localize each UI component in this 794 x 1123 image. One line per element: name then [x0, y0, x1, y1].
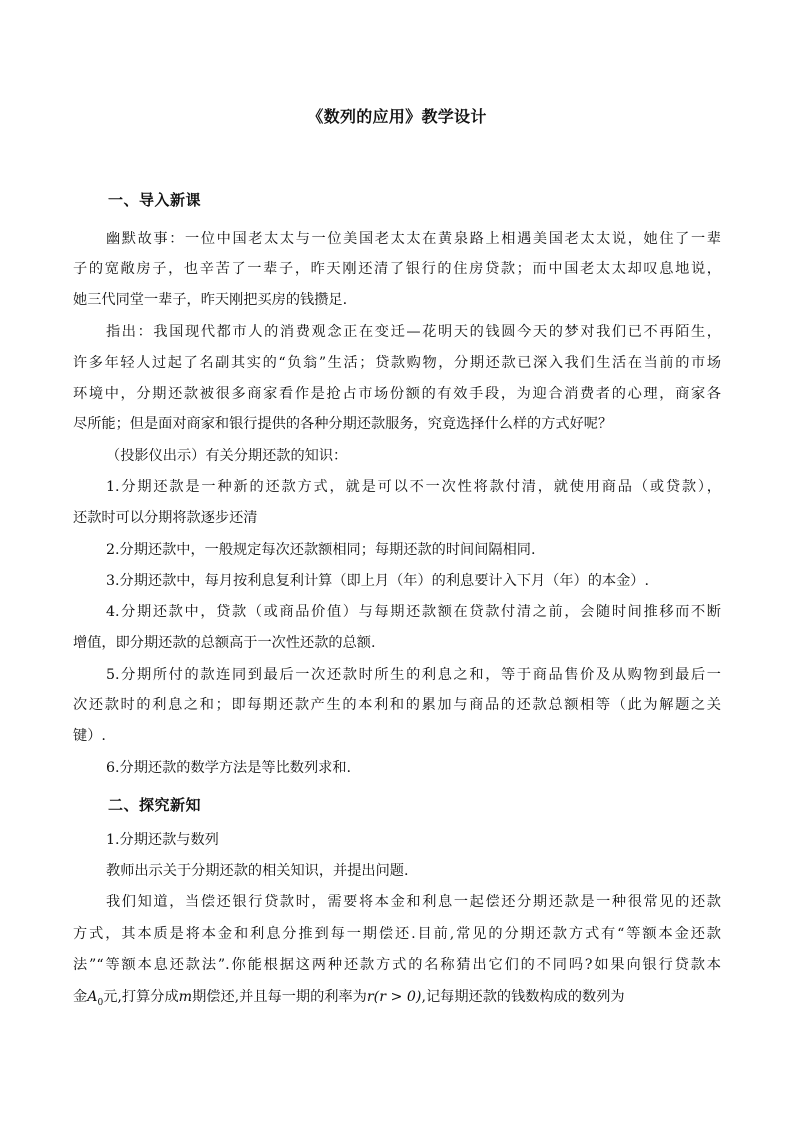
item6-line: 6.分期还款的数学方法是等比数列求和. [106, 760, 352, 776]
para-line-2: 方式，其本质是将本金和利息分推到每一期偿还.目前,常见的分期还款方式有“等额本金还款 [73, 926, 721, 942]
text-b: 期偿还,并且每一期的利率为 [192, 989, 367, 1005]
story-line-3: 她三代同堂一辈子，昨天刚把买房的钱攒足. [73, 292, 348, 308]
item4-line-1: 4.分期还款中，贷款（或商品价值）与每期还款额在贷款付清之前，会随时间推移而不断 [106, 604, 721, 620]
teacher-line: 教师出示关于分期还款的相关知识，并提出问题. [106, 863, 409, 879]
item5-line-3: 键）. [73, 728, 106, 744]
var-m: m [178, 989, 193, 1005]
para-line-3: 法”“等额本息还款法”.你能根据这两种还款方式的名称猜出它们的不同吗?如果向银行贷款本 [73, 957, 721, 973]
var-a: A [87, 989, 98, 1005]
point-line-1: 指出：我国现代都市人的消费观念正在变迁—花明天的钱圆今天的梦对我们已不再陌生， [106, 324, 721, 340]
item1-line-1: 1.分期还款是一种新的还款方式，就是可以不一次性将款付清，就使用商品（或贷款）， [106, 479, 721, 495]
item5-line-2: 次还款时的利息之和；即每期还款产生的本利和的累加与商品的还款总额相等（此为解题之关 [73, 697, 721, 713]
item5-line-1: 5.分期所付的款连同到最后一次还款时所生的利息之和，等于商品售价及从购物到最后一 [106, 667, 721, 683]
var-r: r [366, 989, 374, 1005]
story-line-1: 幽默故事：一位中国老太太与一位美国老太太在黄泉路上相遇美国老太太说，她住了一辈 [106, 231, 721, 247]
section-heading-intro: 一、导入新课 [108, 191, 202, 209]
item3-line: 3.分期还款中，每月按利息复利计算（即上月（年）的利息要计入下月（年）的本金）. [106, 573, 649, 589]
point-line-4: 尽所能；但是面对商家和银行提供的各种分期还款服务，究竟选择什么样的方式好呢？ [73, 416, 613, 432]
subsection-title: 1.分期还款与数列 [106, 832, 219, 848]
document-title: 《数列的应用》教学设计 [307, 107, 487, 126]
item1-line-2: 还款时可以分期将款逐步还清 [73, 510, 258, 526]
text-a: 元,打算分成 [103, 989, 179, 1005]
projector-line: （投影仪出示）有关分期还款的知识： [106, 448, 348, 464]
var-a-subscript: 0 [97, 997, 104, 1008]
story-line-2: 子的宽敞房子，也辛苦了一辈子，昨天刚还清了银行的住房贷款；而中国老太太却叹息地说， [73, 261, 721, 277]
rate-condition: (r > 0) [373, 989, 422, 1005]
item4-line-2: 增值，即分期还款的总额高于一次性还款的总额. [73, 635, 376, 651]
item2-line: 2.分期还款中，一般规定每次还款额相同；每期还款的时间间隔相同. [106, 542, 536, 558]
section-heading-explore: 二、探究新知 [108, 796, 202, 814]
para-line-4 [73, 987, 721, 1013]
text-prefix: 金 [73, 989, 88, 1005]
para-line-1: 我们知道，当偿还银行贷款时，需要将本金和利息一起偿还分期还款是一种很常见的还款 [106, 894, 721, 910]
text-c: ,记每期还款的钱数构成的数列为 [421, 989, 625, 1005]
point-line-3: 环境中，分期还款被很多商家看作是抢占市场份额的有效手段，为迎合消费者的心理，商家各 [73, 386, 721, 402]
point-line-2: 许多年轻人过起了名副其实的“负翁”生活；贷款购物，分期还款已深入我们生活在当前的市场 [73, 355, 721, 371]
